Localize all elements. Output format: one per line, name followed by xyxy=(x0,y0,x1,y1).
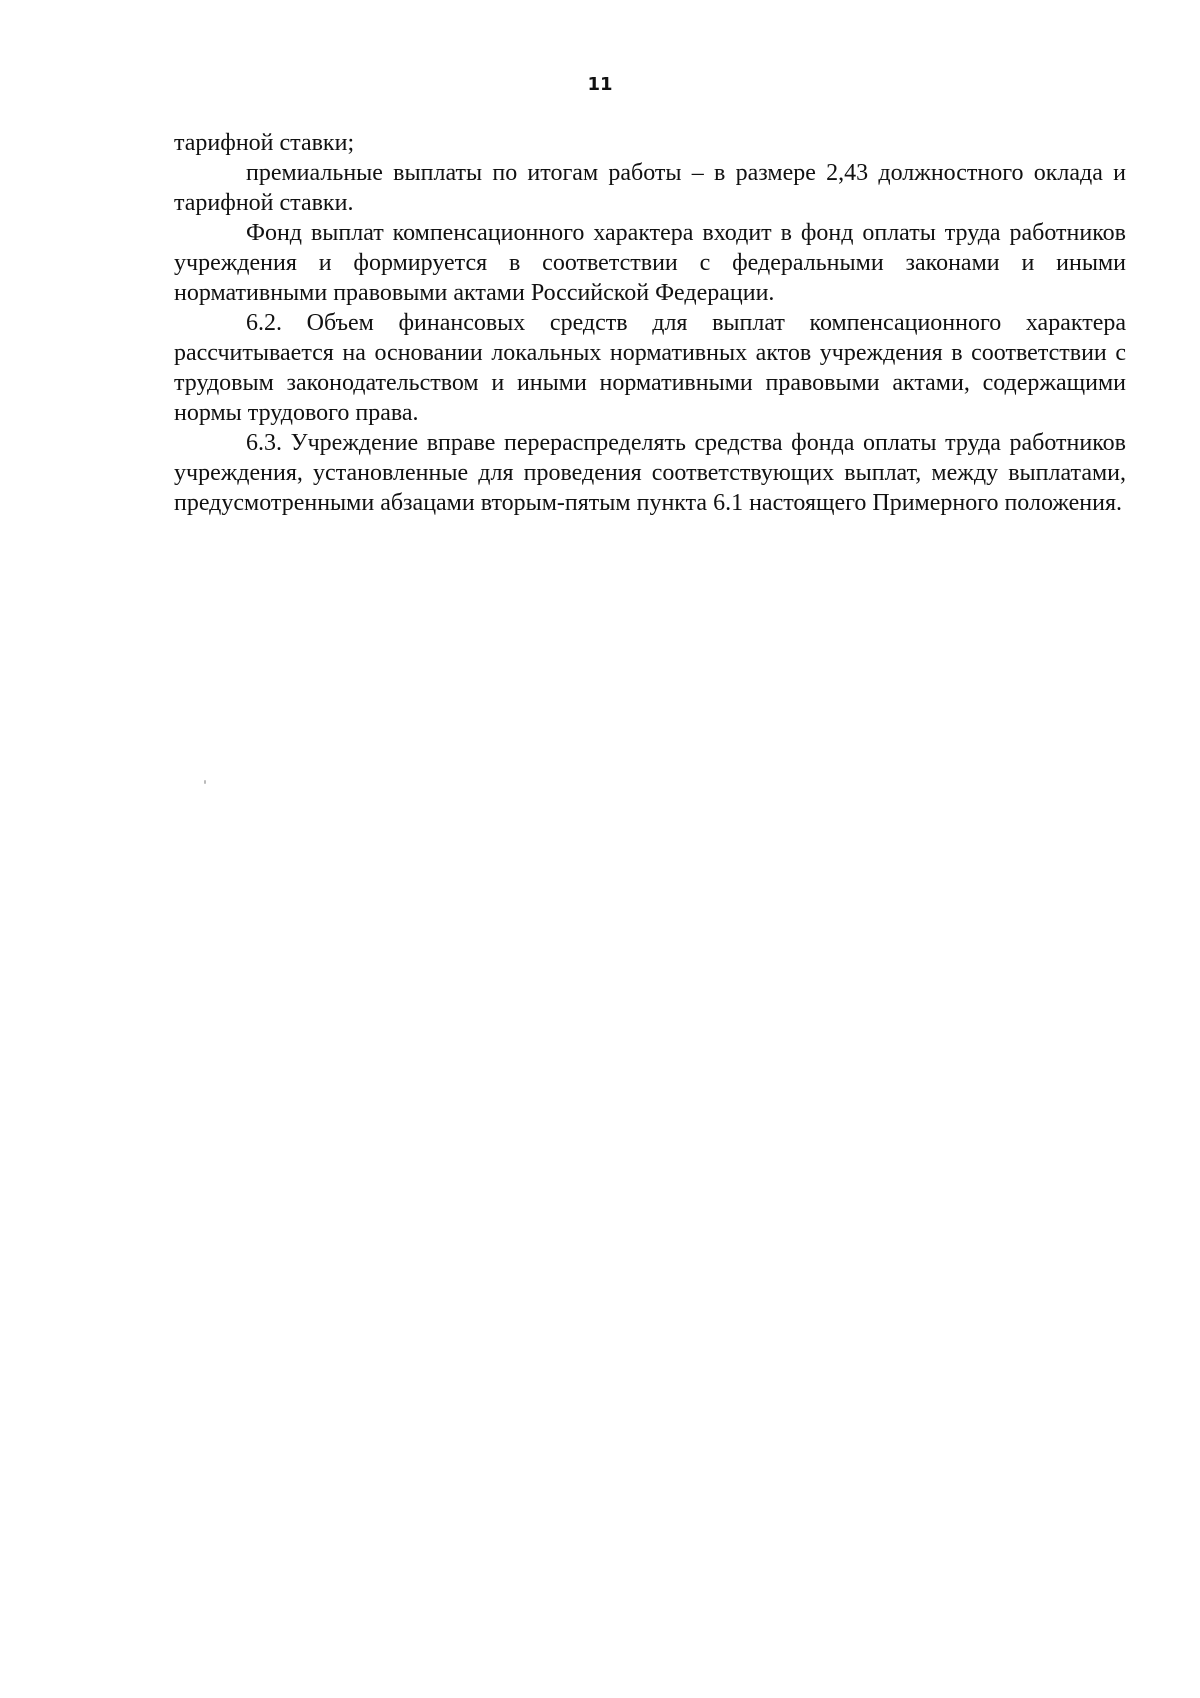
page-number: 11 xyxy=(587,74,613,95)
paragraph-bonus-payments: премиальные выплаты по итогам работы – в размере 2,43 должностного оклада и тарифной ставки. xyxy=(174,160,1126,216)
document-body xyxy=(174,128,1126,518)
paragraph-section-6-2: 6.2. Объем финансовых средств для выплат компенсационного характера рассчитывается на основании локальных нормативных актов учреждения в соответствии с трудовым законодательством и иными нормативными правовыми актами, содержащими нормы трудового права. xyxy=(174,310,1126,426)
scan-speck xyxy=(204,780,206,784)
paragraph-section-6-3: 6.3. Учреждение вправе перераспределять средства фонда оплаты труда работников учреждения, установленные для проведения соответствующих выплат, между выплатами, предусмотренными абзацами вторым-пятым пункта 6.1 настоящего Примерного положения. xyxy=(174,430,1126,516)
paragraph-continuation: тарифной ставки; xyxy=(174,130,355,156)
paragraph-compensation-fund: Фонд выплат компенсационного характера входит в фонд оплаты труда работников учреждения и формируется в соответствии с федеральными законами и иными нормативными правовыми актами Российской Федерации. xyxy=(174,220,1126,306)
